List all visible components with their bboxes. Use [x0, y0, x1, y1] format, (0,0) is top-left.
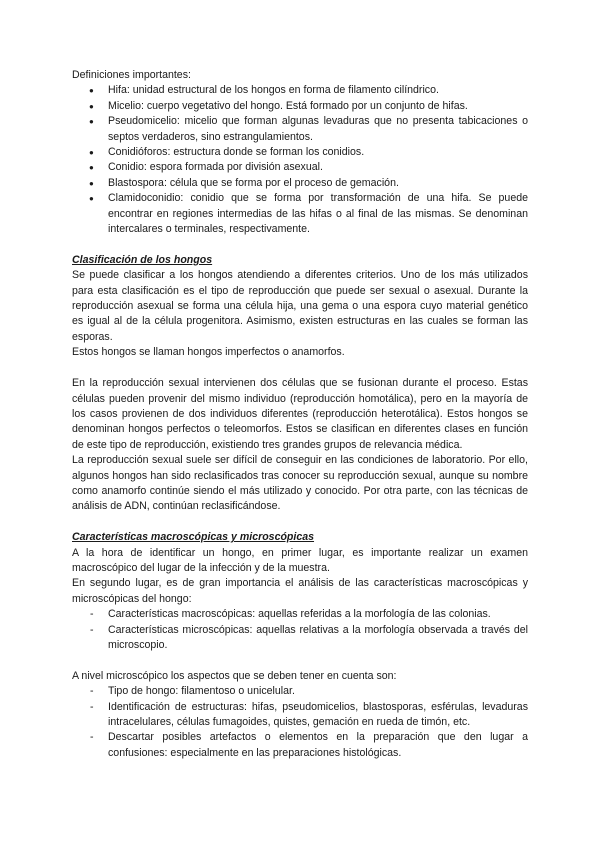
definitions-list	[72, 83, 528, 237]
definition-micelio: ● Micelio: cuerpo vegetativo del hongo. Está formado por un conjunto de hifas.	[72, 99, 528, 114]
aspect-tipo-hongo: - Tipo de hongo: filamentoso o unicelular.	[72, 684, 528, 699]
aspect-descartar: - Descartar posibles artefactos o elementos en la preparación que den lugar a confusiones: especialmente en las preparaciones histológicas.	[72, 730, 528, 761]
aspect-identificacion: - Identificación de estructuras: hifas, pseudomicelios, blastosporas, esférulas, levaduras intracelulares, células fumagoides, quistes, gemación en rueda de timón, etc.	[72, 700, 528, 731]
section-heading-caracteristicas: Características macroscópicas y microscópicas	[72, 531, 315, 544]
caracteristicas-paragraph-1: A la hora de identificar un hongo, en primer lugar, es importante realizar un examen macroscópico del lugar de la infección y de la muestra.	[72, 546, 528, 574]
section-heading-clasificacion: Clasificación de los hongos	[72, 253, 213, 266]
definition-conidioforos: ● Conidióforos: estructura donde se forman los conidios.	[72, 145, 528, 160]
clasificacion-paragraph-2: Estos hongos se llaman hongos imperfectos o anamorfos.	[72, 346, 345, 359]
definition-blastospora: ● Blastospora: célula que se forma por el proceso de gemación.	[72, 176, 528, 191]
definition-hifa: ● Hifa: unidad estructural de los hongos en forma de filamento cilíndrico.	[72, 83, 528, 98]
caracteristicas-paragraph-2: En segundo lugar, es de gran importancia el análisis de las características macroscópicas y microscópicas del hongo:	[72, 577, 528, 605]
feature-macroscopicas: - Características macroscópicas: aquellas referidas a la morfología de las colonias.	[72, 607, 528, 622]
spacer	[72, 361, 528, 376]
feature-microscopicas: - Características microscópicas: aquellas relativas a la morfología observada a través del microscopio.	[72, 623, 528, 654]
spacer	[72, 237, 528, 252]
definition-pseudomicelio: ● Pseudomicelio: micelio que forman algunas levaduras que no presenta tabicaciones o septos verdaderos, sino estrangulamientos.	[72, 114, 528, 145]
document-body	[72, 68, 528, 761]
aspects-list	[72, 684, 528, 761]
definition-clamidoconidio: ● Clamidoconidio: conidio que se forma por transformación de una hifa. Se puede encontrar en regiones intermedias de las hifas o al final de las mismas. Se denominan intercalares o terminales, respectivamente.	[72, 191, 528, 237]
clasificacion-paragraph-1: Se puede clasificar a los hongos atendiendo a diferentes criterios. Uno de los más utilizados para esta clasificación es el tipo de reproducción que puede ser sexual o asexual. Durante la reproducción asexual se forma una célula hija, una gema o una espora cuyo material genético es igual al de la célula progenitora. Asimismo, existen estructuras en las cuales se forman las esporas.	[72, 269, 528, 343]
spacer	[72, 515, 528, 530]
definition-conidio: ● Conidio: espora formada por división asexual.	[72, 160, 528, 175]
features-list	[72, 607, 528, 653]
caracteristicas-paragraph-3: A nivel microscópico los aspectos que se deben tener en cuenta son:	[72, 669, 397, 682]
spacer	[72, 653, 528, 668]
clasificacion-paragraph-4: La reproducción sexual suele ser difícil de conseguir en las condiciones de laboratorio. Por ello, algunos hongos han sido reclasificados tras conocer su reproducción sexual, aunque su nombre como anamorfo continúe siendo el más utilizado y conocido. Por otra parte, con las técnicas de análisis de ADN, continúan reclasificándose.	[72, 454, 528, 513]
clasificacion-paragraph-3: En la reproducción sexual intervienen dos células que se fusionan durante el proceso. Estas células pueden provenir del mismo individuo (reproducción homotálica), pero en la mayoría de los casos provienen de dos individuos diferentes (reproducción heterotálica). Estos hongos se denominan hongos perfectos o teleomorfos. Estos se clasifican en diferentes clases en función de este tipo de reproducción, existiendo tres grandes grupos de relevancia médica.	[72, 377, 528, 451]
definitions-title: Definiciones importantes:	[72, 69, 191, 81]
